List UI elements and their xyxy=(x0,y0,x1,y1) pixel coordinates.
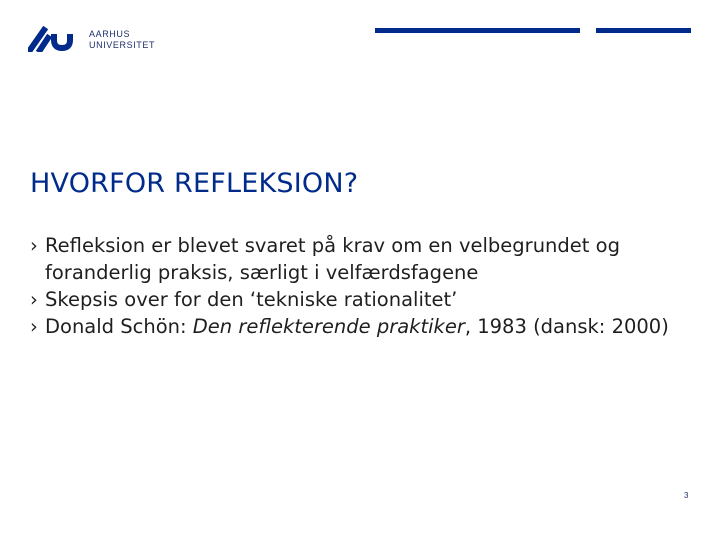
book-title: Den reflekterende praktiker xyxy=(192,315,465,338)
university-name xyxy=(89,29,155,51)
university-name-line1: AARHUS xyxy=(89,29,131,39)
bullet-item xyxy=(30,232,670,286)
bullet-marker-icon: › xyxy=(30,288,38,311)
au-wave-logo-icon xyxy=(28,26,76,52)
university-name-line2: UNIVERSITET xyxy=(89,40,156,50)
bullet-item xyxy=(30,286,670,313)
slide-title: HVORFOR REFLEKSION? xyxy=(30,168,359,199)
header-bar-long xyxy=(375,28,580,33)
bullet-text: Refleksion er blevet svaret på krav om en velbegrundet og foranderlig praksis, særligt i velfærdsfagene xyxy=(45,234,620,284)
bullet-item xyxy=(30,313,670,340)
bullet-list xyxy=(30,232,670,340)
bullet-text: Skepsis over for den ‘tekniske rationalitet’ xyxy=(45,288,458,311)
page-number: 3 xyxy=(684,491,689,500)
header-bar-short xyxy=(596,28,691,33)
bullet-text-suffix: , 1983 (dansk: 2000) xyxy=(464,315,669,338)
bullet-text-prefix: Donald Schön: xyxy=(45,315,193,338)
bullet-marker-icon: › xyxy=(30,234,38,257)
bullet-marker-icon: › xyxy=(30,315,38,338)
